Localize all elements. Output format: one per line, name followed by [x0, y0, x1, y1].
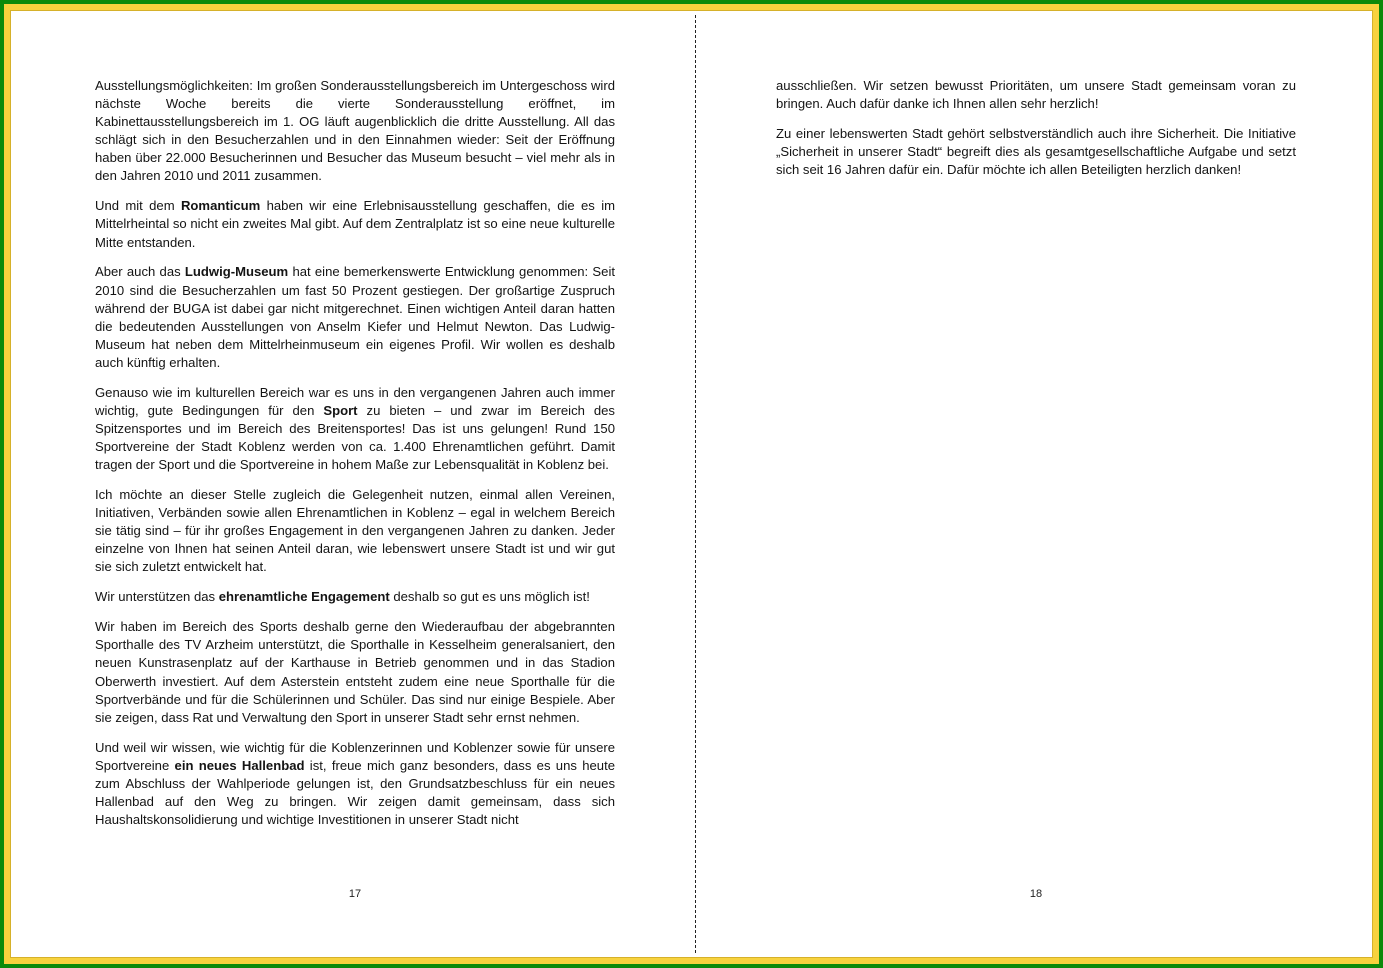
paragraph: [95, 618, 615, 727]
paragraph: [95, 77, 615, 186]
page-number-left: 17: [348, 888, 362, 900]
text-run: Und mit dem: [95, 198, 181, 214]
paragraph: [95, 588, 615, 606]
page-divider: [695, 15, 696, 953]
text-run: Wir haben im Bereich des Sports deshalb gerne den Wiederaufbau der abgebrannten Sporthalle des TV Arzheim unterstützt, die Sporthalle in Kesselheim generalsaniert, den neuen Kunstrasenplatz auf der Karthause in Betrieb genommen und in das Stadion Oberwerth investiert. Auf dem Asterstein entsteht zudem eine neue Sporthalle für die Sportverbände und für die Schülerinnen und Schüler. Das sind nur einige Bespiele. Aber sie zeigen, dass Rat und Verwaltung den Sport in unserer Stadt sehr ernst nehmen.: [95, 619, 615, 725]
text-run: Wir unterstützen das: [95, 589, 219, 605]
bold-text: Ludwig-Museum: [184, 264, 289, 280]
paragraph: [95, 197, 615, 251]
bold-text: Sport: [323, 402, 358, 418]
page-number-right: 18: [1029, 888, 1043, 900]
paragraph: [95, 263, 615, 372]
text-run: hat eine bemerkenswerte Entwicklung genommen: Seit 2010 sind die Besucherzahlen um fast 50 Prozent gestiegen. Der großartige Zuspruch während der BUGA ist dabei gar nicht mitgerechnet. Einen wichtigen Anteil daran hatten die bedeutenden Ausstellungen von Anselm Kiefer und Helmut Newton. Das Ludwig-Museum hat neben dem Mittelrheinmuseum ein eigenes Profil. Wir wollen es deshalb auch künftig erhalten.: [95, 264, 615, 370]
text-run: Und weil wir wissen, wie wichtig für die Koblenzerinnen und Koblenzer sowie für unsere Sportvereine: [95, 739, 615, 773]
text-run: Genauso wie im kulturellen Bereich war es uns in den vergangenen Jahren auch immer wichtig, gute Bedingungen für den: [95, 384, 615, 418]
text-run: ausschließen. Wir setzen bewusst Prioritäten, um unsere Stadt gemeinsam voran zu bringen. Auch dafür danke ich Ihnen allen sehr herzlich!: [776, 78, 1296, 112]
paragraph: [776, 77, 1296, 113]
paragraph: [95, 486, 615, 576]
text-run: ist, freue mich ganz besonders, dass es uns heute zum Abschluss der Wahlperiode gelungen ist, den Grundsatzbeschluss für ein neues Hallenbad auf den Weg zu bringen. Wir zeigen damit gemeinsam, dass sich Haushaltskonsolidierung und wichtige Investitionen in unserer Stadt nicht: [95, 757, 615, 827]
bold-text: Romanticum: [180, 198, 261, 214]
left-page-text: [95, 77, 615, 841]
paragraph: [95, 384, 615, 474]
bold-text: ein neues Hallenbad: [174, 757, 305, 773]
paragraph: [95, 739, 615, 829]
text-run: Zu einer lebenswerten Stadt gehört selbstverständlich auch ihre Sicherheit. Die Initiative „Sicherheit in unserer Stadt“ begreift dies als gesamtgesellschaftliche Aufgabe und setzt sich seit 16 Jahren dafür ein. Dafür möchte ich allen Beteiligten herzlich danken!: [776, 125, 1296, 178]
text-run: Ich möchte an dieser Stelle zugleich die Gelegenheit nutzen, einmal allen Vereinen, Initiativen, Verbänden sowie allen Ehrenamtlichen in Koblenz – egal in welchem Bereich sie tätig sind – für ihr großes Engagement in den vergangenen Jahren zu danken. Jeder einzelne von Ihnen hat seinen Anteil daran, wie lebenswert unsere Stadt ist und wir gut sie sich zuletzt entwickelt hat.: [95, 487, 615, 575]
text-run: Aber auch das: [95, 264, 185, 280]
text-run: Ausstellungsmöglichkeiten: Im großen Sonderausstellungsbereich im Untergeschoss wird nächste Woche bereits die vierte Sonderausstellung eröffnet, im Kabinettausstellungsbereich im 1. OG läuft augenblicklich die dritte Ausstellung. All das schlägt sich in den Besucherzahlen und in den Einnahmen wieder: Seit der Eröffnung haben über 22.000 Besucherinnen und Besucher das Museum besucht – viel mehr als in den Jahren 2010 und 2011 zusammen.: [95, 78, 615, 184]
text-run: deshalb so gut es uns möglich ist!: [389, 589, 590, 605]
right-page-text: [776, 77, 1296, 191]
text-run: haben wir eine Erlebnisausstellung geschaffen, die es im Mittelrheintal so nicht ein zweites Mal gibt. Auf dem Zentralplatz ist so eine neue kulturelle Mitte entstanden.: [95, 198, 616, 250]
book-spread: [11, 11, 1372, 957]
paragraph: [776, 125, 1296, 179]
text-run: zu bieten – und zwar im Bereich des Spitzensportes und im Bereich des Breitensportes! Das ist uns gelungen! Rund 150 Sportvereine der Stadt Koblenz werden von ca. 1.400 Ehrenamtlichen geführt. Damit tragen der Sport und die Sportvereine in hohem Maße zur Lebensqualität in Koblenz bei.: [95, 402, 615, 473]
bold-text: ehrenamtliche Engagement: [218, 589, 390, 605]
